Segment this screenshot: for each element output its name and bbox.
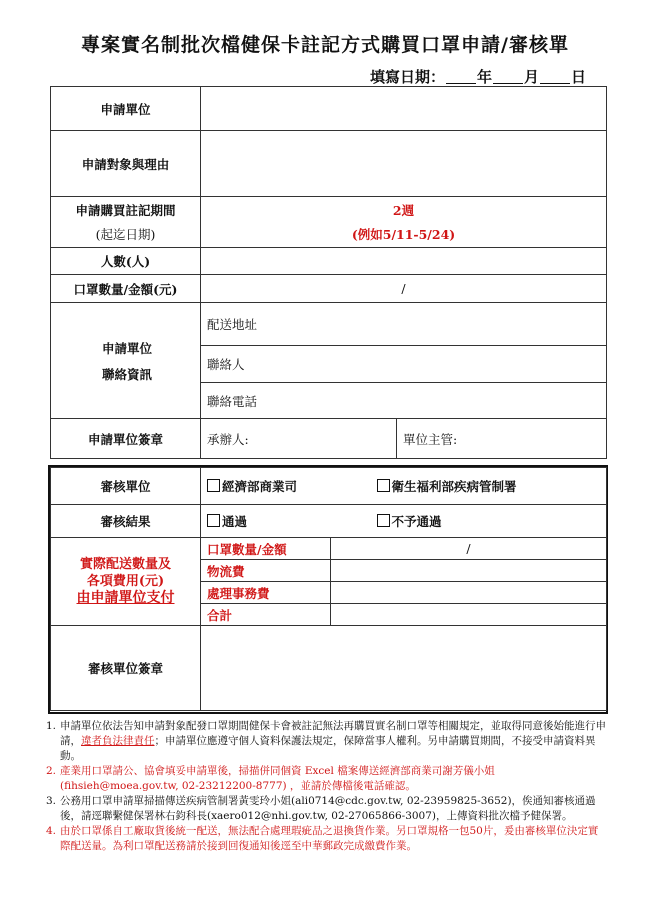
address-label: 配送地址 [207, 317, 258, 332]
qty-amount-label: 口罩數量/金額(元) [51, 275, 201, 303]
supervisor-label: 單位主管: [403, 431, 458, 447]
notes-list [46, 719, 606, 854]
year-blank[interactable] [446, 69, 476, 84]
review-result-label: 審核結果 [51, 505, 201, 538]
review-table [50, 467, 607, 711]
cost-row-value[interactable]: / [331, 538, 607, 560]
option-fail[interactable] [373, 505, 607, 538]
address-row[interactable] [201, 303, 607, 346]
cost-row-value[interactable] [331, 582, 607, 604]
applicant-sign-label: 申請單位簽章 [51, 419, 201, 459]
period-label: 申請購買註記期間 [75, 203, 176, 218]
option-pass-label: 通過 [222, 514, 248, 529]
note-number: 2. [46, 765, 57, 777]
checkbox-cdc[interactable] [377, 479, 390, 492]
target-reason-field[interactable] [201, 131, 607, 197]
review-sign-field[interactable] [201, 626, 607, 711]
applicant-unit-field[interactable] [201, 87, 607, 131]
note-item [46, 824, 606, 854]
target-reason-label: 申請對象與理由 [51, 131, 201, 197]
contact-info-label [101, 303, 201, 419]
contact-spacer [51, 303, 116, 419]
contact-person-label: 聯絡人 [207, 357, 245, 372]
option-pass[interactable] [201, 505, 373, 538]
period-field[interactable] [201, 197, 607, 248]
day-blank[interactable] [540, 69, 570, 84]
applicant-unit-label: 申請單位 [51, 87, 201, 131]
cost-label-1: 實際配送數量及 [79, 557, 171, 572]
note-text: 由於口罩係自工廠取貨後統一配送，無法配合處理瑕疵品之退換貨作業。另口罩規格一包50片，爰由審核單位決定實際配送量。為利口罩配送務請於接到回復通知後逕至中華郵政完成繳費作業。 [60, 825, 599, 852]
cost-row-value[interactable] [331, 604, 607, 626]
period-label-cell [51, 197, 201, 248]
fill-date [370, 66, 586, 87]
note-text-warning: 違者負法律責任 [81, 735, 155, 747]
note-item [46, 794, 606, 824]
cost-row-label: 口罩數量/金額 [201, 538, 331, 560]
applicant-table [50, 86, 607, 459]
checkbox-pass[interactable] [207, 514, 220, 527]
qty-amount-field[interactable]: / [201, 275, 607, 303]
phone-row[interactable] [201, 383, 607, 419]
option-fail-label: 不予通過 [391, 514, 442, 529]
contact-info-label-2: 聯絡資訊 [101, 366, 152, 382]
cost-row-label: 處理事務費 [201, 582, 331, 604]
contact-person-row[interactable] [201, 346, 607, 383]
cost-label-cell [51, 538, 201, 626]
option-cdc[interactable] [373, 468, 607, 505]
contact-info-label-1: 申請單位 [101, 340, 152, 356]
month-blank[interactable] [493, 69, 523, 84]
month-label: 月 [523, 68, 539, 86]
cost-label-3: 由申請單位支付 [76, 590, 175, 606]
option-moea-label: 經濟部商業司 [222, 479, 298, 494]
year-label: 年 [476, 68, 492, 86]
note-text-c: ；申請單位應遵守個人資料保護法規定，保障當事人權利。另申請購買期間，不接受申請資料異動。 [60, 735, 596, 762]
phone-label: 聯絡電話 [207, 393, 258, 409]
period-value: 2週 [392, 203, 415, 218]
form-title: 專案實名制批次檔健保卡註記方式購買口罩申請/審核單 [81, 34, 569, 56]
checkbox-moea[interactable] [207, 479, 220, 492]
note-number: 3. [46, 795, 57, 807]
note-text: 產業用口罩請公、協會填妥申請單後，掃描併同個資 Excel 檔案傳送經濟部商業司謝芳儀小姐(fihsieh@moea.gov.tw, 02-23212200-8777) ，並請於傳檔後電話確認。 [60, 765, 495, 792]
cost-label-2: 各項費用(元) [86, 574, 165, 589]
handler-field[interactable] [201, 419, 397, 459]
review-unit-label: 審核單位 [51, 468, 201, 505]
option-cdc-label: 衛生福利部疾病管制署 [391, 479, 517, 494]
note-item [46, 719, 606, 764]
fill-date-label: 填寫日期： [369, 68, 445, 86]
checkbox-fail[interactable] [377, 514, 390, 527]
day-label: 日 [570, 68, 586, 86]
cost-row-label: 合計 [201, 604, 331, 626]
cost-row-value[interactable] [331, 560, 607, 582]
note-text-a: 申請單位依法告知申請對象配發口罩期間健保卡會被註記無法再購買實名制口罩等相關規定，並取得同意後始能進行申請， [60, 720, 606, 747]
note-item [46, 764, 606, 794]
note-number: 1. [46, 720, 57, 732]
handler-label: 承辦人: [207, 431, 249, 447]
period-example: (例如5/11-5/24) [351, 227, 456, 242]
note-text: 公務用口罩申請單掃描傳送疾病管制署黃雯玲小姐(ali0714@cdc.gov.tw, 02-23959825-3652)，俟通知審核通過後，請逕聯繫健保署林右鈞科長(xaero012@nhi.gov.tw, 02-27065866-3007)，上傳資料批次檔予健保署。 [60, 795, 596, 822]
note-text [60, 719, 606, 764]
count-label: 人數(人) [51, 248, 201, 275]
supervisor-field[interactable] [397, 419, 607, 459]
review-sign-label: 審核單位簽章 [51, 626, 201, 711]
option-moea[interactable] [201, 468, 373, 505]
period-sub: (起迄日期) [95, 227, 156, 242]
cost-row-label: 物流費 [201, 560, 331, 582]
note-number: 4. [46, 825, 57, 837]
count-field[interactable] [201, 248, 607, 275]
